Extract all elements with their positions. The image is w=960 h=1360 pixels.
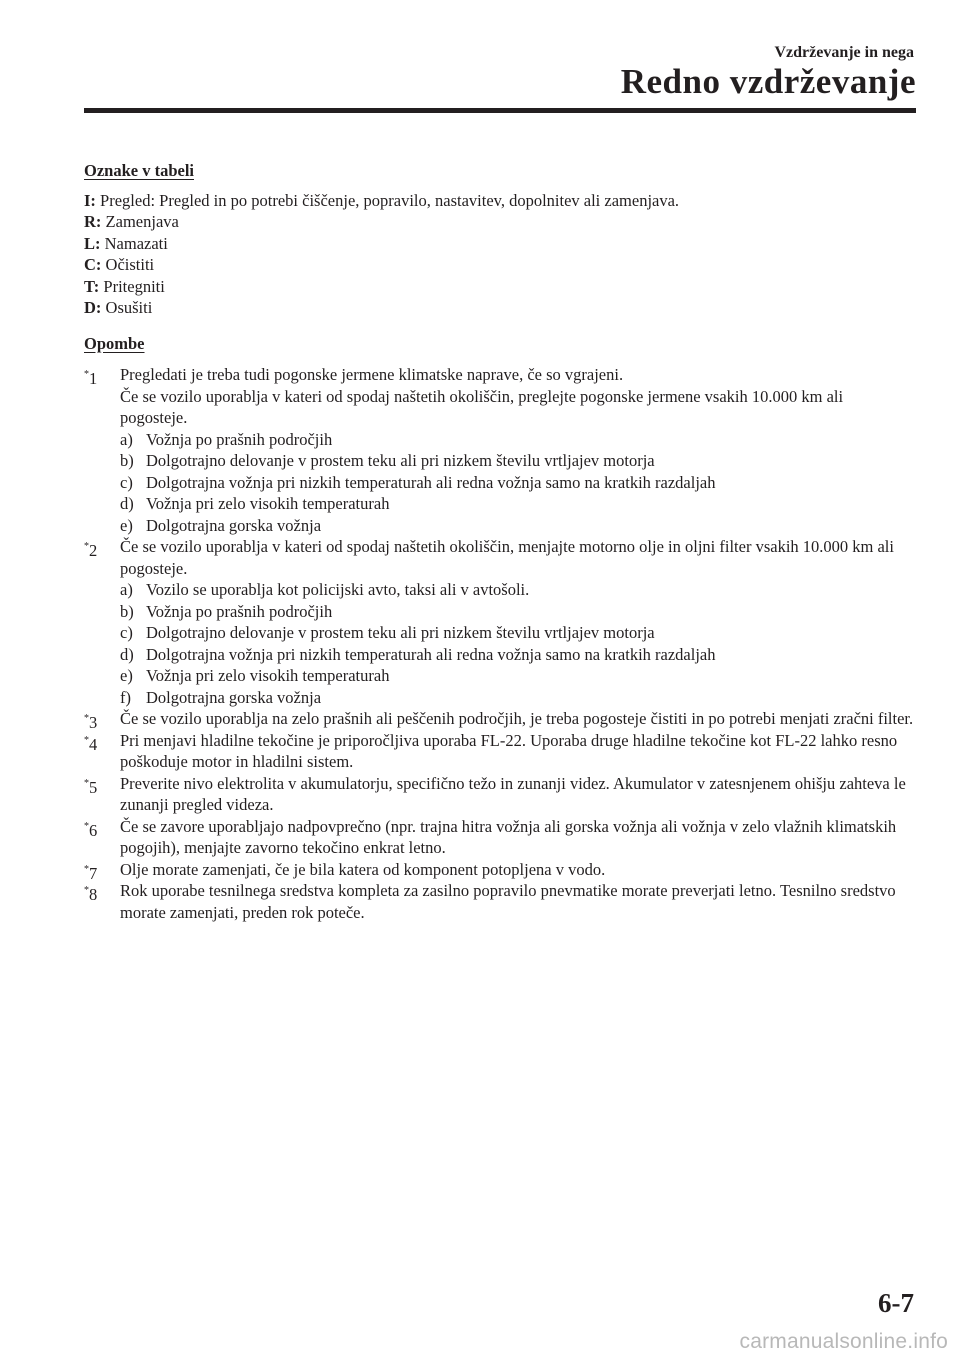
- subitem-text: Dolgotrajno delovanje v prostem teku ali pri nizkem številu vrtljajev motorja: [146, 451, 655, 470]
- note-number: [84, 730, 97, 756]
- legend-item: [84, 233, 914, 255]
- header-rule: [84, 108, 916, 113]
- note-star: *: [84, 713, 89, 724]
- note-item: [84, 773, 914, 816]
- subitem-letter: c): [120, 472, 133, 492]
- legend-item: [84, 190, 914, 212]
- legend-code: L:: [84, 233, 101, 253]
- legend-text: Osušiti: [105, 298, 153, 317]
- subitem-text: Vožnja pri zelo visokih temperaturah: [146, 666, 390, 685]
- note-text: Če se zavore uporabljajo nadpovprečno (npr. trajna hitra vožnja ali gorska vožnja ali vožnja v zelo vlažnih klimatskih pogojih), menjajte zavorno tekočino enkrat letno.: [120, 816, 897, 857]
- note-number: [84, 816, 97, 842]
- note-star: *: [84, 820, 89, 832]
- subitem-letter: b): [120, 451, 134, 470]
- legend-item: [84, 297, 914, 319]
- subitem-letter: a): [120, 580, 133, 599]
- note-subitem: [120, 665, 914, 687]
- note-num: 5: [89, 777, 98, 797]
- note-text: Pregledati je treba tudi pogonske jermene klimatske naprave, če so vgrajeni.: [120, 365, 624, 384]
- legend-heading: Oznake v tabeli: [84, 161, 194, 180]
- legend-code: D:: [84, 298, 102, 317]
- note-item: [84, 536, 914, 708]
- subitem-letter: c): [120, 623, 133, 642]
- note-star: *: [84, 863, 89, 875]
- page-number: 6-7: [878, 1288, 914, 1318]
- note-num: 7: [89, 863, 98, 883]
- note-num: 3: [89, 713, 98, 732]
- note-number: [84, 364, 97, 390]
- note-text: Če se vozilo uporablja v kateri od spodaj naštetih okoliščin, menjajte motorno olje in oljni filter vsakih 10.000 km ali pogosteje.: [120, 537, 894, 578]
- subitem-text: Dolgotrajno delovanje v prostem teku ali pri nizkem številu vrtljajev motorja: [146, 623, 655, 642]
- subitem-text: Dolgotrajna vožnja pri nizkih temperaturah ali redna vožnja samo na kratkih razdaljah: [146, 644, 716, 664]
- legend-list: [84, 190, 914, 319]
- legend-code: I:: [84, 190, 96, 210]
- legend-code: T:: [84, 276, 100, 296]
- note-text: Rok uporabe tesnilnega sredstva kompleta za zasilno popravilo pnevmatike morate preverjati letno. Tesnilno sredstvo morate zamenjati, preden rok poteče.: [120, 881, 896, 922]
- subitem-letter: e): [120, 666, 133, 685]
- subitem-letter: f): [120, 687, 131, 707]
- subitem-letter: d): [120, 494, 134, 513]
- legend-text: Namazati: [104, 233, 168, 253]
- legend-text: Pritegniti: [103, 276, 165, 296]
- page-title: Redno vzdrževanje: [620, 62, 916, 101]
- note-subitem: [120, 429, 914, 451]
- note-number: [84, 880, 97, 906]
- note-subitem: [120, 493, 914, 515]
- note-text: Če se vozilo uporablja v kateri od spodaj naštetih okoliščin, preglejte pogonske jermene vsakih 10.000 km ali pogosteje.: [120, 386, 844, 427]
- note-subitem: [120, 472, 914, 494]
- subitem-text: Vozilo se uporablja kot policijski avto, taksi ali v avtošoli.: [146, 580, 530, 599]
- note-subitem: [120, 622, 914, 644]
- subitem-text: Vožnja po prašnih področjih: [146, 601, 333, 621]
- subitem-letter: b): [120, 601, 134, 621]
- note-star: *: [84, 541, 89, 552]
- note-item: [84, 708, 914, 730]
- legend-item: [84, 276, 914, 298]
- note-subitem: [120, 687, 914, 709]
- note-num: 1: [89, 369, 98, 388]
- legend-code: C:: [84, 255, 102, 274]
- note-star: *: [84, 734, 89, 746]
- legend-code: R:: [84, 212, 102, 231]
- note-num: 4: [89, 734, 98, 754]
- note-subitem: [120, 450, 914, 472]
- section-name: Vzdrževanje in nega: [774, 44, 914, 61]
- subitem-text: Dolgotrajna vožnja pri nizkih temperaturah ali redna vožnja samo na kratkih razdaljah: [146, 472, 716, 492]
- subitem-letter: e): [120, 515, 133, 535]
- note-item: [84, 816, 914, 859]
- note-item: [84, 880, 914, 923]
- note-text: Pri menjavi hladilne tekočine je priporočljiva uporaba FL-22. Uporaba druge hladilne tekočine kot FL-22 lahko resno poškoduje motor in hladilni sistem.: [120, 730, 898, 771]
- note-subitem: [120, 515, 914, 537]
- note-item: [84, 364, 914, 536]
- notes-heading: Opombe: [84, 333, 145, 353]
- legend-text: Zamenjava: [105, 212, 179, 231]
- note-subitem: [120, 644, 914, 666]
- subitem-text: Dolgotrajna gorska vožnja: [146, 515, 322, 535]
- watermark: carmanualsonline.info: [739, 1330, 948, 1353]
- note-num: 6: [89, 820, 98, 840]
- notes-list: [84, 364, 914, 923]
- note-text: Preverite nivo elektrolita v akumulatorju, specifično težo in zunanji videz. Akumulator v zatesnjenem ohišju zahteva le zunanji pregled videza.: [120, 773, 906, 814]
- note-subitem: [120, 601, 914, 623]
- subitem-text: Vožnja pri zelo visokih temperaturah: [146, 494, 390, 513]
- note-text: Olje morate zamenjati, če je bila katera od komponent potopljena v vodo.: [120, 859, 606, 879]
- subitem-text: Vožnja po prašnih področjih: [146, 429, 333, 449]
- note-num: 8: [89, 885, 98, 904]
- legend-text: Pregled: Pregled in po potrebi čiščenje, popravilo, nastavitev, dopolnitev ali zamenjava.: [100, 190, 680, 210]
- note-star: *: [84, 369, 89, 380]
- note-star: *: [84, 885, 89, 896]
- legend-item: [84, 254, 914, 276]
- legend-item: [84, 211, 914, 233]
- note-num: 2: [89, 541, 98, 560]
- note-subitem: [120, 579, 914, 601]
- subitem-letter: d): [120, 644, 134, 664]
- note-star: *: [84, 777, 89, 789]
- page-content: [84, 160, 914, 923]
- note-number: [84, 536, 97, 562]
- legend-text: Očistiti: [105, 255, 155, 274]
- note-item: [84, 859, 914, 881]
- note-number: [84, 773, 97, 799]
- note-item: [84, 730, 914, 773]
- note-text: Če se vozilo uporablja na zelo prašnih ali peščenih področjih, je treba pogosteje čistiti in po potrebi menjati zračni filter.: [120, 709, 914, 728]
- subitem-letter: a): [120, 429, 133, 449]
- subitem-text: Dolgotrajna gorska vožnja: [146, 687, 322, 707]
